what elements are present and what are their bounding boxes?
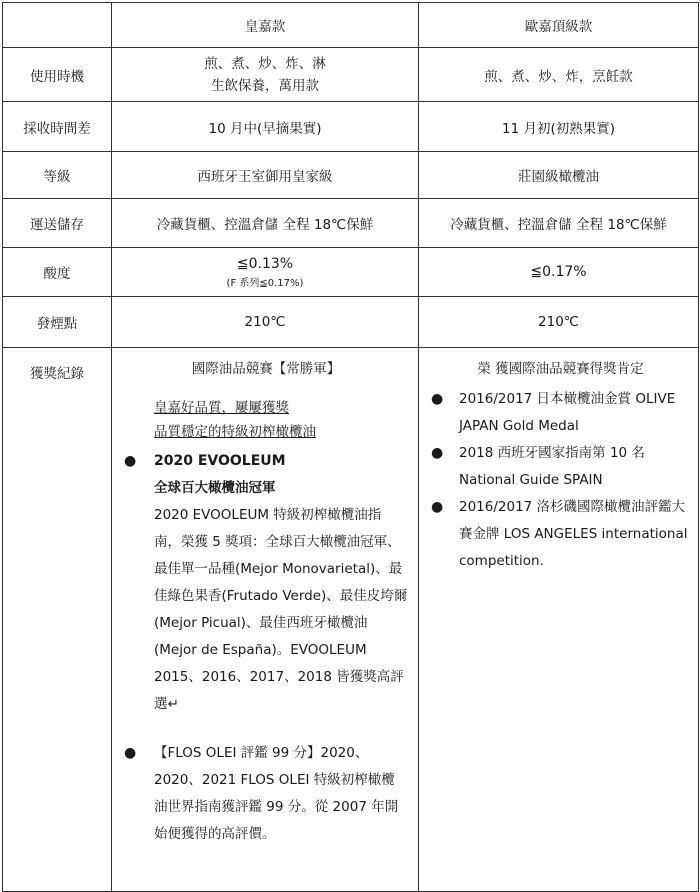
smoke-royal: 210℃ xyxy=(112,297,419,348)
row-label-awards: 獲獎紀錄 xyxy=(3,348,112,892)
bullet-icon: ● xyxy=(124,745,137,761)
transport-royal: 冷藏貨櫃、控溫倉儲 全程 18℃保鮮 xyxy=(112,199,419,248)
usage-royal-line2: 生飲保養，萬用款 xyxy=(211,77,319,94)
smoke-premium: 210℃ xyxy=(419,297,699,348)
awards-premium-item: ● 2018 西班牙國家指南第 10 名 National Guide SPAIN xyxy=(431,440,690,494)
row-label-acidity: 酸度 xyxy=(3,248,112,297)
flosolei-body: 【FLOS OLEI 評鑑 99 分】2020、2020、2021 FLOS OLEI 特級初榨橄欖油世界指南獲評鑑 99 分。從 2007 年開始便獲得的高評價。 xyxy=(154,745,399,842)
bullet-icon: ● xyxy=(431,445,444,461)
awards-royal-item-evooleum xyxy=(124,448,408,718)
awards-premium-item: ● 2016/2017 日本橄欖油金賞 OLIVE JAPAN Gold Medal xyxy=(431,386,690,440)
acidity-royal xyxy=(112,248,419,297)
harvest-royal: 10 月中(早摘果實) xyxy=(112,102,419,152)
grade-royal: 西班牙王室御用皇家級 xyxy=(112,152,419,199)
awards-premium xyxy=(419,348,699,892)
comparison-table xyxy=(2,2,699,892)
acidity-premium: ≦0.17% xyxy=(419,248,699,297)
harvest-premium: 11 月初(初熟果實) xyxy=(419,102,699,152)
awards-royal-tagline2: 品質穩定的特級初榨橄欖油 xyxy=(154,424,316,440)
awards-royal-title: 國際油品競賽【常勝軍】 xyxy=(191,361,341,377)
header-empty-cell xyxy=(3,3,112,48)
awards-premium-item: ● 2016/2017 洛杉磯國際橄欖油評鑑大賽金牌 LOS ANGELES international competition. xyxy=(431,494,690,575)
awards-royal-item-flosolei xyxy=(124,740,408,848)
header-premium: 歐嘉頂級款 xyxy=(419,3,699,48)
awards-premium-title: 榮 獲國際油品競賽得獎肯定 xyxy=(477,361,644,377)
row-label-grade: 等級 xyxy=(3,152,112,199)
acidity-royal-note: (F 系列≦0.17%) xyxy=(226,277,304,289)
bullet-icon: ● xyxy=(431,391,444,407)
awards-royal-tagline1: 皇嘉好品質，屢屢獲獎 xyxy=(154,400,289,416)
usage-premium: 煎、煮、炒、炸，烹飪款 xyxy=(419,48,699,102)
evooleum-heading: 2020 EVOOLEUM xyxy=(154,453,286,469)
usage-royal-line1: 煎、煮、炒、炸、淋 xyxy=(204,55,326,72)
row-label-usage: 使用時機 xyxy=(3,48,112,102)
awards-royal xyxy=(112,348,419,892)
transport-premium: 冷藏貨櫃、控溫倉儲 全程 18℃保鮮 xyxy=(419,199,699,248)
evooleum-body: 2020 EVOOLEUM 特級初榨橄欖油指南，榮獲 5 獎項：全球百大橄欖油冠軍、最佳單一品種(Mejor Monovarietal)、最佳綠色果香(Frutado Verde)、最佳皮垮爾(Mejor Picual)、最佳西班牙橄欖油(Mejor de España)。EVOOLEUM 2015、2016、2017、2018 皆獲獎高評選↵ xyxy=(154,507,408,712)
row-label-transport: 運送儲存 xyxy=(3,199,112,248)
bullet-icon: ● xyxy=(431,499,444,515)
bullet-icon: ● xyxy=(124,453,137,469)
grade-premium: 莊園級橄欖油 xyxy=(419,152,699,199)
row-label-harvest: 採收時間差 xyxy=(3,102,112,152)
usage-royal xyxy=(112,48,419,102)
evooleum-subheading: 全球百大橄欖油冠軍 xyxy=(154,480,276,496)
row-label-smoke: 發煙點 xyxy=(3,297,112,348)
acidity-royal-value: ≦0.13% xyxy=(236,255,294,272)
header-royal: 皇嘉款 xyxy=(112,3,419,48)
